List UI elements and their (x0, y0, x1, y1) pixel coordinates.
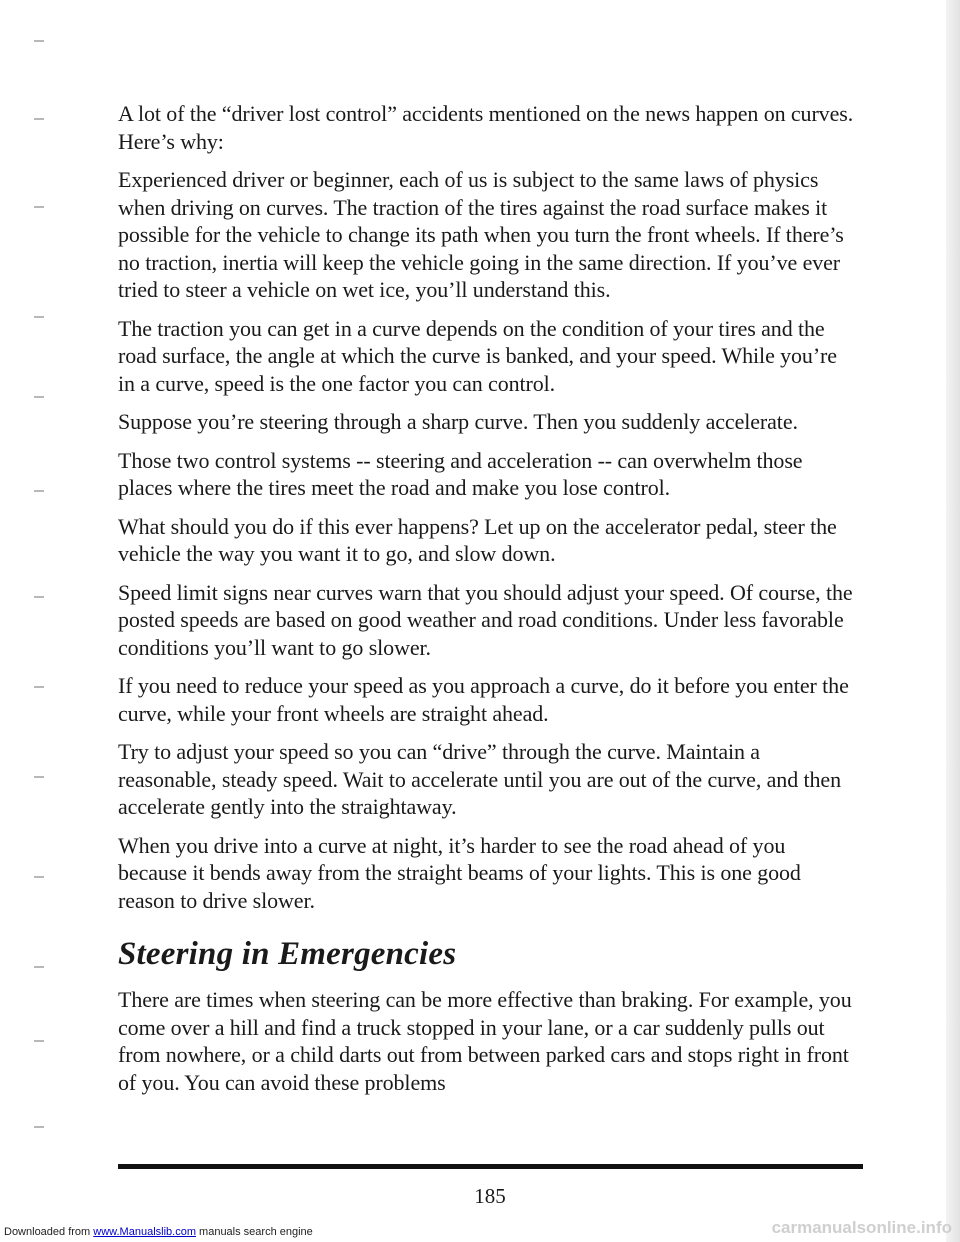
manualslib-link[interactable]: www.Manualslib.com (93, 1226, 196, 1238)
watermark-text: carmanualsonline.info (771, 1218, 952, 1237)
page-edge-shadow (946, 0, 960, 1242)
body-paragraph: Speed limit signs near curves warn that you should adjust your speed. Of course, the posted speeds are based on good weather and road conditions. Under less favorable conditions you’ll want to go slower. (118, 579, 853, 660)
footer-rule (118, 1164, 863, 1169)
body-paragraph: What should you do if this ever happens? Let up on the accelerator pedal, steer the vehicle the way you want it to go, and slow down. (118, 513, 837, 566)
margin-tick (34, 876, 44, 878)
body-paragraph: Try to adjust your speed so you can “drive” through the curve. Maintain a reasonable, steady speed. Wait to accelerate until you are out of the curve, and then accelerate gently into the straightaway. (118, 739, 841, 819)
download-prefix: Downloaded from (4, 1226, 94, 1238)
margin-tick (34, 686, 44, 688)
margin-tick (34, 776, 44, 778)
download-footer (0, 1218, 960, 1242)
body-paragraph: A lot of the “driver lost control” accidents mentioned on the news happen on curves. Here’s why: (118, 101, 854, 154)
body-paragraph: There are times when steering can be more effective than braking. For example, you come over a hill and find a truck stopped in your lane, or a car suddenly pulls out from nowhere, or a child darts out from between parked cars and stops right in front of you. You can avoid these problems (118, 987, 852, 1095)
page-content (118, 100, 858, 1107)
margin-tick (34, 1040, 44, 1042)
body-paragraph: Experienced driver or beginner, each of us is subject to the same laws of physics when driving on curves. The traction of the tires against the road surface makes it possible for the vehicle to change its path when you turn the front wheels. If there’s no traction, inertia will keep the vehicle going in the same direction. If you’ve ever tried to steer a vehicle on wet ice, you’ll understand this. (118, 167, 844, 302)
margin-tick (34, 966, 44, 968)
body-paragraph: The traction you can get in a curve depends on the condition of your tires and the road surface, the angle at which the curve is banked, and your speed. While you’re in a curve, speed is the one factor you can control. (118, 315, 837, 396)
page-number: 185 (474, 1184, 506, 1208)
body-paragraph: If you need to reduce your speed as you approach a curve, do it before you enter the curve, while your front wheels are straight ahead. (118, 673, 849, 726)
margin-tick (34, 40, 44, 42)
body-paragraph: Suppose you’re steering through a sharp curve. Then you suddenly accelerate. (118, 409, 798, 434)
margin-tick (34, 316, 44, 318)
download-notice (4, 1222, 313, 1242)
margin-tick (34, 1126, 44, 1128)
margin-tick (34, 396, 44, 398)
body-paragraph: When you drive into a curve at night, it’s harder to see the road ahead of you because it bends away from the straight beams of your lights. This is one good reason to drive slower. (118, 832, 801, 913)
margin-tick (34, 118, 44, 120)
margin-tick (34, 490, 44, 492)
body-paragraph: Those two control systems -- steering and acceleration -- can overwhelm those places where the tires meet the road and make you lose control. (118, 447, 803, 500)
margin-tick (34, 596, 44, 598)
download-suffix: manuals search engine (195, 1226, 313, 1238)
section-heading: Steering in Emergencies (118, 936, 457, 972)
margin-tick (34, 206, 44, 208)
